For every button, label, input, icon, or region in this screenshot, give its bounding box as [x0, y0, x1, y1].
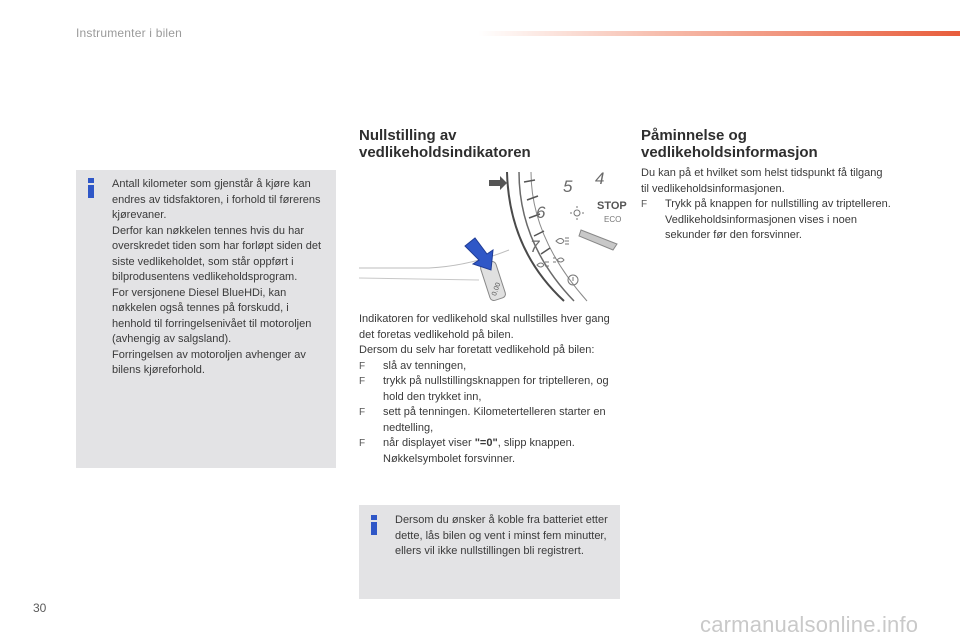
reminder-instructions	[641, 166, 891, 244]
bullet-marker: F	[359, 407, 366, 418]
gauge-number: 4	[595, 169, 605, 188]
info-box-battery	[359, 505, 620, 599]
reset-button-label: 0.00	[491, 281, 503, 297]
instrument-cluster-illustration	[359, 169, 627, 301]
section-title: Instrumenter i bilen	[76, 26, 183, 40]
list-item: F sett på tenningen. Kilometertelleren starter en nedtelling,	[359, 406, 606, 434]
header-accent-bar	[478, 31, 960, 36]
reset-section-heading: Nullstilling av vedlikeholdsindikatoren	[359, 127, 531, 161]
gauge-number: 6	[536, 203, 546, 222]
info-paragraph: Derfor kan nøkkelen tennes hvis du har overskredet tiden som har forløpt siden det siste vedlikeholdet, som står oppført i bilprodusentens vedlikeholdsprogram.	[112, 224, 322, 283]
page-number: 30	[33, 601, 47, 615]
watermark: carmanualsonline.info	[700, 612, 919, 637]
gauge-number: 7	[530, 237, 540, 256]
reset-intro: Indikatoren for vedlikehold skal nullstilles hver gang det foretas vedlikehold på bilen.	[359, 313, 610, 341]
info-box-mileage	[76, 170, 336, 468]
list-item: F trykk på nullstillingsknappen for triptelleren, og hold den trykket inn,	[359, 375, 609, 403]
info-paragraph: For versjonene Diesel BlueHDi, kan nøkkelen også tennes på forskudd, i henhold til forringelsenivået til motoroljen (avhengig av salgsland).	[112, 286, 312, 345]
reset-instructions	[359, 312, 623, 467]
reset-steps-list	[359, 359, 623, 468]
reset-intro-2: Dersom du selv har foretatt vedlikehold på bilen:	[359, 344, 595, 356]
eco-label: ECO	[604, 215, 622, 224]
stop-label: STOP	[597, 200, 627, 212]
bullet-marker: F	[359, 360, 366, 372]
list-item: F Trykk på knappen for nullstilling av triptelleren. Vedlikeholdsinformasjonen vises i noen sekunder før den forsvinner.	[641, 198, 891, 241]
bullet-marker: F	[359, 438, 366, 449]
gauge-number: 5	[563, 177, 573, 196]
info-paragraph: Forringelsen av motoroljen avhenger av bilens kjøreforhold.	[112, 348, 306, 376]
reminder-section-heading: Påminnelse og vedlikeholdsinformasjon	[641, 127, 818, 161]
info-paragraph: Antall kilometer som gjenstår å kjøre kan endres av tidsfaktoren, i forhold til førerens kjørevaner.	[112, 178, 321, 221]
info-icon	[369, 515, 379, 535]
info-box-text	[112, 177, 330, 379]
bullet-marker: F	[641, 199, 648, 210]
display-value: "=0"	[474, 437, 498, 449]
list-item: F når displayet viser "=0", slipp knappen. Nøkkelsymbolet forsvinner.	[359, 437, 575, 465]
reminder-steps-list	[641, 197, 891, 244]
info-box-text: Dersom du ønsker å koble fra batteriet etter dette, lås bilen og vent i minst fem minutter, ellers vil ikke nullstillingen bli registrert.	[395, 514, 608, 557]
bullet-marker: F	[359, 376, 366, 387]
info-icon	[86, 178, 96, 198]
reminder-intro: Du kan på et hvilket som helst tidspunkt få tilgang til vedlikeholdsinformasjonen.	[641, 167, 883, 195]
list-item: F slå av tenningen,	[359, 359, 623, 375]
